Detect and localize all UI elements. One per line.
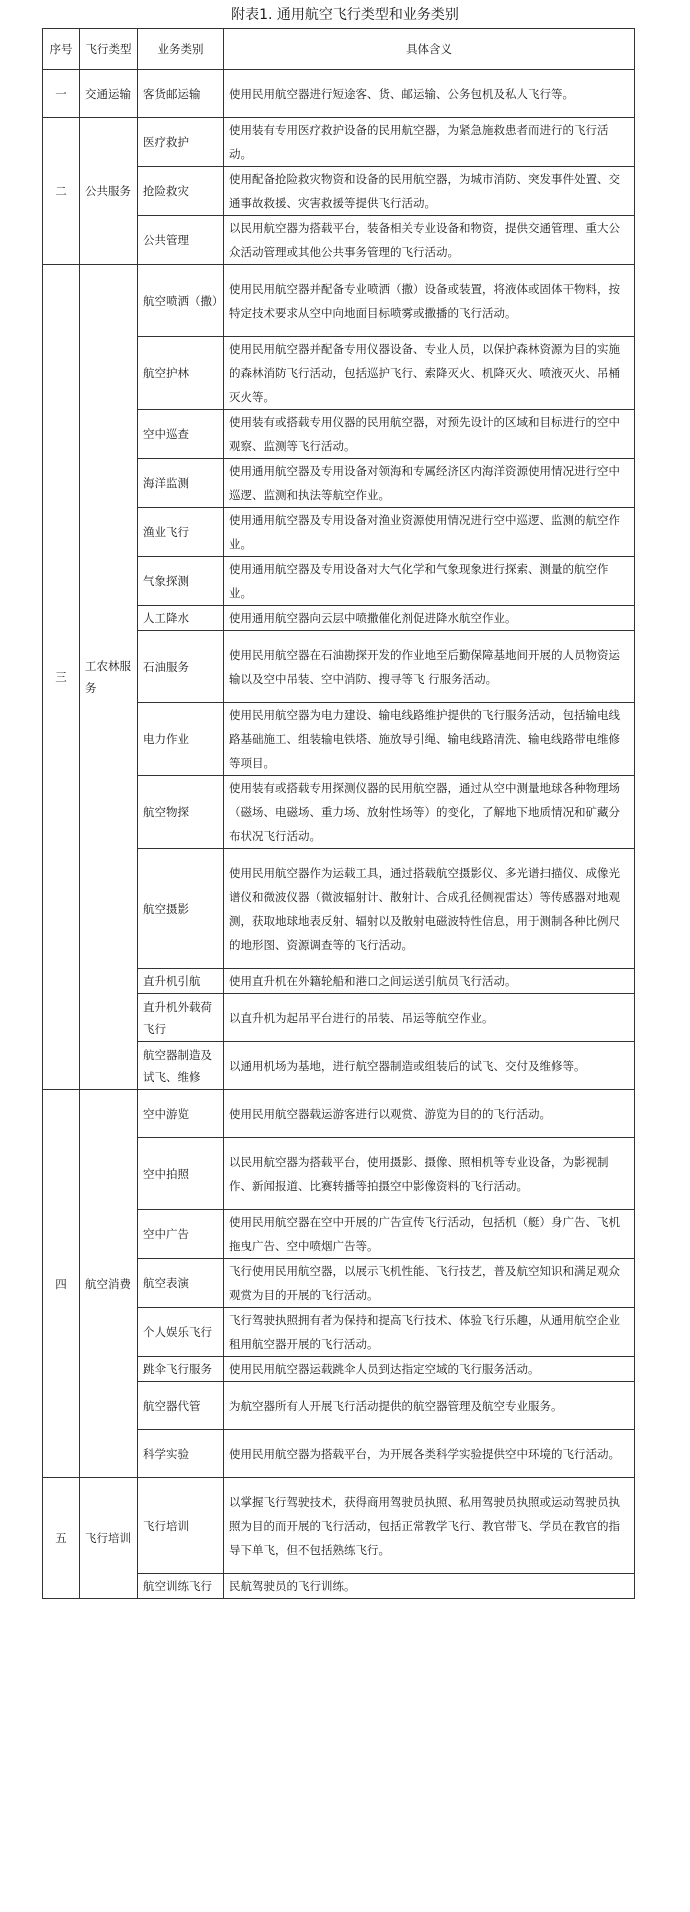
description-cell: 使用装有或搭载专用探测仪器的民用航空器，通过从空中测量地球各种物理场（磁场、电磁场、重力场、放射性场等）的变化，了解地下地质情况和矿藏分布状况飞行活动。: [224, 776, 635, 849]
description-cell: 使用配备抢险救灾物资和设备的民用航空器，为城市消防、突发事件处置、交通事故救援、灾害救援等提供飞行活动。: [224, 167, 635, 216]
business-category-cell: 航空器制造及试飞、维修: [138, 1042, 224, 1090]
row-number-cell: 一: [43, 70, 80, 118]
business-category-cell: 空中巡查: [138, 410, 224, 459]
business-category-cell: 客货邮运输: [138, 70, 224, 118]
description-cell: 使用装有专用医疗救护设备的民用航空器，为紧急施救患者而进行的飞行活动。: [224, 118, 635, 167]
flight-type-cell: 飞行培训: [80, 1478, 138, 1599]
description-cell: 使用民用航空器运载跳伞人员到达指定空域的飞行服务活动。: [224, 1357, 635, 1382]
description-cell: 以通用机场为基地，进行航空器制造或组装后的试飞、交付及维修等。: [224, 1042, 635, 1090]
description-cell: 使用直升机在外籍轮船和港口之间运送引航员飞行活动。: [224, 969, 635, 994]
business-category-cell: 空中拍照: [138, 1138, 224, 1210]
table-row: [43, 70, 635, 118]
row-number-cell: 二: [43, 118, 80, 265]
business-category-cell: 飞行培训: [138, 1478, 224, 1574]
table-row: [43, 1090, 635, 1138]
flight-type-cell: 工农林服务: [80, 265, 138, 1090]
business-category-cell: 空中游览: [138, 1090, 224, 1138]
business-category-cell: 航空训练飞行: [138, 1574, 224, 1599]
description-cell: 以民用航空器为搭载平台，使用摄影、摄像、照相机等专业设备，为影视制作、新闻报道、比赛转播等拍摄空中影像资料的飞行活动。: [224, 1138, 635, 1210]
business-category-cell: 航空器代管: [138, 1382, 224, 1430]
description-cell: 以直升机为起吊平台进行的吊装、吊运等航空作业。: [224, 994, 635, 1042]
description-cell: 使用民用航空器并配备专用仪器设备、专业人员，以保护森林资源为目的实施的森林消防飞行活动，包括巡护飞行、索降灭火、机降灭火、喷液灭火、吊桶灭火等。: [224, 337, 635, 410]
description-cell: 使用通用航空器及专用设备对领海和专属经济区内海洋资源使用情况进行空中巡逻、监测和执法等航空作业。: [224, 459, 635, 508]
business-category-cell: 公共管理: [138, 216, 224, 265]
description-cell: 使用民用航空器为电力建设、输电线路维护提供的飞行服务活动，包括输电线路基础施工、组装输电铁塔、施放导引绳、输电线路清洗、输电线路带电维修等项目。: [224, 703, 635, 776]
header-row: [43, 29, 635, 70]
flight-type-cell: 公共服务: [80, 118, 138, 265]
business-category-cell: 跳伞飞行服务: [138, 1357, 224, 1382]
business-category-cell: 直升机引航: [138, 969, 224, 994]
business-category-cell: 航空物探: [138, 776, 224, 849]
description-cell: 使用民用航空器并配备专业喷洒（撒）设备或装置，将液体或固体干物料，按特定技术要求从空中向地面目标喷雾或撒播的飞行活动。: [224, 265, 635, 337]
description-cell: 使用民用航空器载运游客进行以观赏、游览为目的的飞行活动。: [224, 1090, 635, 1138]
business-category-cell: 海洋监测: [138, 459, 224, 508]
description-cell: 民航驾驶员的飞行训练。: [224, 1574, 635, 1599]
row-number-cell: 五: [43, 1478, 80, 1599]
business-category-cell: 科学实验: [138, 1430, 224, 1478]
business-category-cell: 电力作业: [138, 703, 224, 776]
description-cell: 使用民用航空器作为运载工具，通过搭载航空摄影仪、多光谱扫描仪、成像光谱仪和微波仪器（微波辐射计、散射计、合成孔径侧视雷达）等传感器对地观测，获取地球地表反射、辐射以及散射电磁波特性信息，用于测制各种比例尺的地形图、资源调查等的飞行活动。: [224, 849, 635, 969]
business-category-cell: 直升机外载荷飞行: [138, 994, 224, 1042]
table-title: 附表1. 通用航空飞行类型和业务类别: [231, 7, 459, 23]
flight-type-cell: 航空消费: [80, 1090, 138, 1478]
business-category-cell: 抢险救灾: [138, 167, 224, 216]
business-category-cell: 医疗救护: [138, 118, 224, 167]
description-cell: 飞行使用民用航空器，以展示飞机性能、飞行技艺，普及航空知识和满足观众观赏为目的开展的飞行活动。: [224, 1259, 635, 1308]
description-cell: 以民用航空器为搭载平台，装备相关专业设备和物资，提供交通管理、重大公众活动管理或其他公共事务管理的飞行活动。: [224, 216, 635, 265]
table-row: [43, 118, 635, 167]
header-no: 序号: [43, 29, 80, 70]
business-category-cell: 渔业飞行: [138, 508, 224, 557]
description-cell: 使用通用航空器向云层中喷撒催化剂促进降水航空作业。: [224, 606, 635, 631]
header-description: 具体含义: [224, 29, 635, 70]
header-business-category: 业务类别: [138, 29, 224, 70]
description-cell: 飞行驾驶执照拥有者为保持和提高飞行技术、体验飞行乐趣，从通用航空企业租用航空器开展的飞行活动。: [224, 1308, 635, 1357]
business-category-cell: 石油服务: [138, 631, 224, 703]
row-number-cell: 三: [43, 265, 80, 1090]
description-cell: 使用民用航空器在空中开展的广告宣传飞行活动，包括机（艇）身广告、飞机拖曳广告、空中喷烟广告等。: [224, 1210, 635, 1259]
description-cell: 使用民用航空器在石油勘探开发的作业地至后勤保障基地间开展的人员物资运输以及空中吊装、空中消防、搜寻等飞 行服务活动。: [224, 631, 635, 703]
flight-types-table: [42, 28, 635, 1599]
description-cell: 为航空器所有人开展飞行活动提供的航空器管理及航空专业服务。: [224, 1382, 635, 1430]
business-category-cell: 航空喷洒（撒）: [138, 265, 224, 337]
description-cell: 使用通用航空器及专用设备对渔业资源使用情况进行空中巡逻、监测的航空作业。: [224, 508, 635, 557]
business-category-cell: 航空摄影: [138, 849, 224, 969]
business-category-cell: 个人娱乐飞行: [138, 1308, 224, 1357]
flight-type-cell: 交通运输: [80, 70, 138, 118]
business-category-cell: 气象探测: [138, 557, 224, 606]
description-cell: 以掌握飞行驾驶技术，获得商用驾驶员执照、私用驾驶员执照或运动驾驶员执照为目的而开展的飞行活动，包括正常教学飞行、教官带飞、学员在教官的指导下单飞，但不包括熟练飞行。: [224, 1478, 635, 1574]
description-cell: 使用民用航空器为搭载平台，为开展各类科学实验提供空中环境的飞行活动。: [224, 1430, 635, 1478]
business-category-cell: 空中广告: [138, 1210, 224, 1259]
table-row: [43, 1478, 635, 1574]
business-category-cell: 航空表演: [138, 1259, 224, 1308]
description-cell: 使用通用航空器及专用设备对大气化学和气象现象进行探索、测量的航空作业。: [224, 557, 635, 606]
business-category-cell: 航空护林: [138, 337, 224, 410]
header-flight-type: 飞行类型: [80, 29, 138, 70]
description-cell: 使用民用航空器进行短途客、货、邮运输、公务包机及私人飞行等。: [224, 70, 635, 118]
table-row: [43, 265, 635, 337]
row-number-cell: 四: [43, 1090, 80, 1478]
business-category-cell: 人工降水: [138, 606, 224, 631]
description-cell: 使用装有或搭载专用仪器的民用航空器，对预先设计的区域和目标进行的空中观察、监测等飞行活动。: [224, 410, 635, 459]
